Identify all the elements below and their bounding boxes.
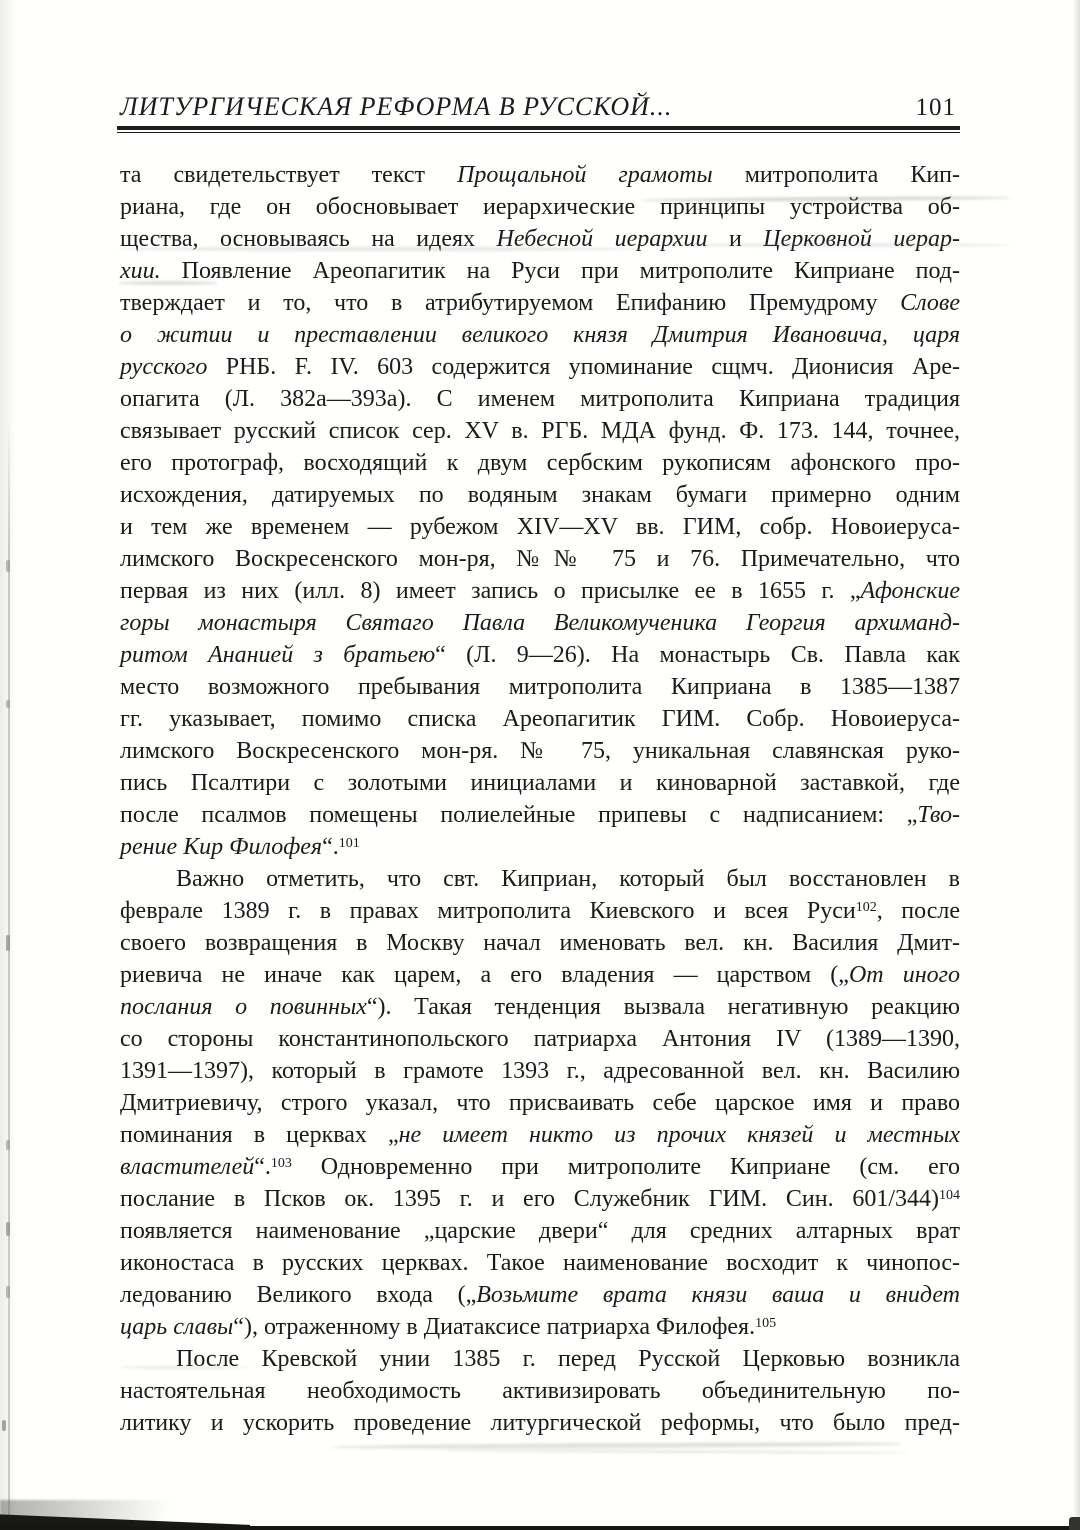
text-line: со стороны константинопольского патриарха Антония IV (1389—1390,: [120, 1026, 960, 1052]
text-line: хии. Появление Ареопагитик на Руси при митрополите Киприане под-: [120, 258, 960, 284]
scan-artifact: [430, 1449, 910, 1455]
scan-bottom-edge: [0, 1526, 1080, 1530]
text-line: первая из них (илл. 8) имеет запись о присылке ее в 1655 г. „Афонские: [120, 578, 960, 604]
scan-artifact: [6, 1140, 10, 1150]
text-line: появляется наименование „царские двери“ для средних алтарных врат: [120, 1218, 960, 1244]
text-line: та свидетельствует текст Прощальной грамоты митрополита Кип-: [120, 162, 960, 188]
scan-artifact: [6, 1286, 10, 1298]
text-line: послания о повинных“). Такая тенденция вызвала негативную реакцию: [120, 994, 960, 1020]
text-line: о житии и преставлении великого князя Дмитрия Ивановича, царя: [120, 322, 960, 348]
text-line: риана, где он обосновывает иерархические принципы устройства об-: [120, 194, 960, 220]
text-line: его протограф, восходящий к двум сербским рукописям афонского про-: [120, 450, 960, 476]
text-line: ледованию Великого входа („Возьмите врата князи ваша и внидет: [120, 1282, 961, 1308]
page-edge-shadow-right: [1073, 0, 1080, 1530]
text-line: царь славы“), отраженному в Диатаксисе патриарха Филофея.$^{105}$: [120, 1314, 777, 1340]
text-line: Важно отметить, что свт. Киприан, который был восстановлен в: [176, 866, 960, 892]
text-line: властителей“.$^{103}$ Одновременно при митрополите Киприане (см. его: [120, 1154, 960, 1180]
text-line: связывает русский список сер. XV в. РГБ. МДА фунд. Ф. 173. 144, точнее,: [120, 418, 960, 444]
text-line: феврале 1389 г. в правах митрополита Киевского и всея Руси$^{102}$, после: [120, 898, 960, 924]
text-line: лимского Воскресенского мон-ря, №№ 75 и 76. Примечательно, что: [120, 546, 960, 572]
scan-artifact: [2, 1420, 6, 1431]
text-line: поминания в церквах „не имеет никто из прочих князей и местных: [120, 1122, 960, 1148]
page-number: 101: [915, 94, 956, 121]
scan-corner-mark: [1069, 1517, 1080, 1530]
text-line: 1391—1397), который в грамоте 1393 г., адресованной вел. кн. Василию: [120, 1058, 960, 1084]
scan-artifact: [120, 1366, 250, 1369]
text-line: рение Кир Филофея“.$^{101}$: [120, 834, 360, 860]
text-line: После Кревской унии 1385 г. перед Русской Церковью возникла: [176, 1346, 960, 1372]
text-line: лимского Воскресенского мон-ря. № 75, уникальная славянская руко-: [120, 738, 960, 764]
text-line: риевича не иначе как царем, а его владения — царством („От иного: [120, 962, 961, 988]
text-line: русского РНБ. F. IV. 603 содержится упоминание сщмч. Дионисия Аре-: [120, 354, 960, 380]
text-line: и тем же временем — рубежом XIV—XV вв. ГИМ, собр. Новоиеруса-: [120, 514, 960, 540]
running-title: ЛИТУРГИЧЕСКАЯ РЕФОРМА В РУССКОЙ...: [120, 92, 673, 121]
scan-artifact: [118, 247, 638, 251]
text-line: Дмитриевичу, строго указал, что присваивать себе царское имя и право: [120, 1090, 960, 1116]
text-line: место возможного пребывания митрополита Киприана в 1385—1387: [120, 674, 960, 700]
text-line: своего возвращения в Москву начал именовать вел. кн. Василия Дмит-: [120, 930, 960, 956]
scan-artifact: [6, 1222, 10, 1236]
scan-artifact: [660, 243, 1010, 247]
text-line: ритом Ананией з братьею“ (Л. 9—26). На монастырь Св. Павла как: [120, 642, 960, 668]
body-text: [120, 159, 960, 1439]
text-line: опагита (Л. 382а—393а). С именем митрополита Киприана традиция: [120, 386, 960, 412]
text-line: после псалмов помещены полиелейные припевы с надписанием: „Тво-: [120, 802, 960, 828]
text-line: иконостаса в русских церквах. Такое наименование восходит к чинопос-: [120, 1250, 960, 1276]
text-line: тверждает и то, что в атрибутируемом Епифанию Премудрому Слове: [120, 290, 960, 316]
text-line: литику и ускорить проведение литургической реформы, что было пред-: [120, 1410, 960, 1436]
text-line: горы монастыря Святаго Павла Великомученика Георгия архиманд-: [120, 610, 960, 636]
text-line: гг. указывает, помимо списка Ареопагитик ГИМ. Собр. Новоиеруса-: [120, 706, 960, 732]
scan-artifact: [6, 700, 10, 708]
text-line: послание в Псков ок. 1395 г. и его Служебник ГИМ. Син. 601/344)$^{104}$: [120, 1186, 960, 1212]
text-line: пись Псалтири с золотыми инициалами и киноварной заставкой, где: [120, 770, 960, 796]
scan-artifact: [330, 1442, 900, 1450]
text-line: исхождения, датируемых по водяным знакам бумаги примерно одним: [120, 482, 960, 508]
text-line: настоятельная необходимость активизировать объединительную по-: [120, 1378, 960, 1404]
scan-artifact: [6, 560, 10, 572]
header-rule: [117, 126, 960, 133]
scan-artifact: [118, 281, 218, 285]
text-line: щества, основываясь на идеях Небесной иерархии и Церковной иерар-: [120, 226, 961, 252]
binding-edge-line: [8, 420, 10, 1530]
scan-artifact: [6, 935, 10, 951]
